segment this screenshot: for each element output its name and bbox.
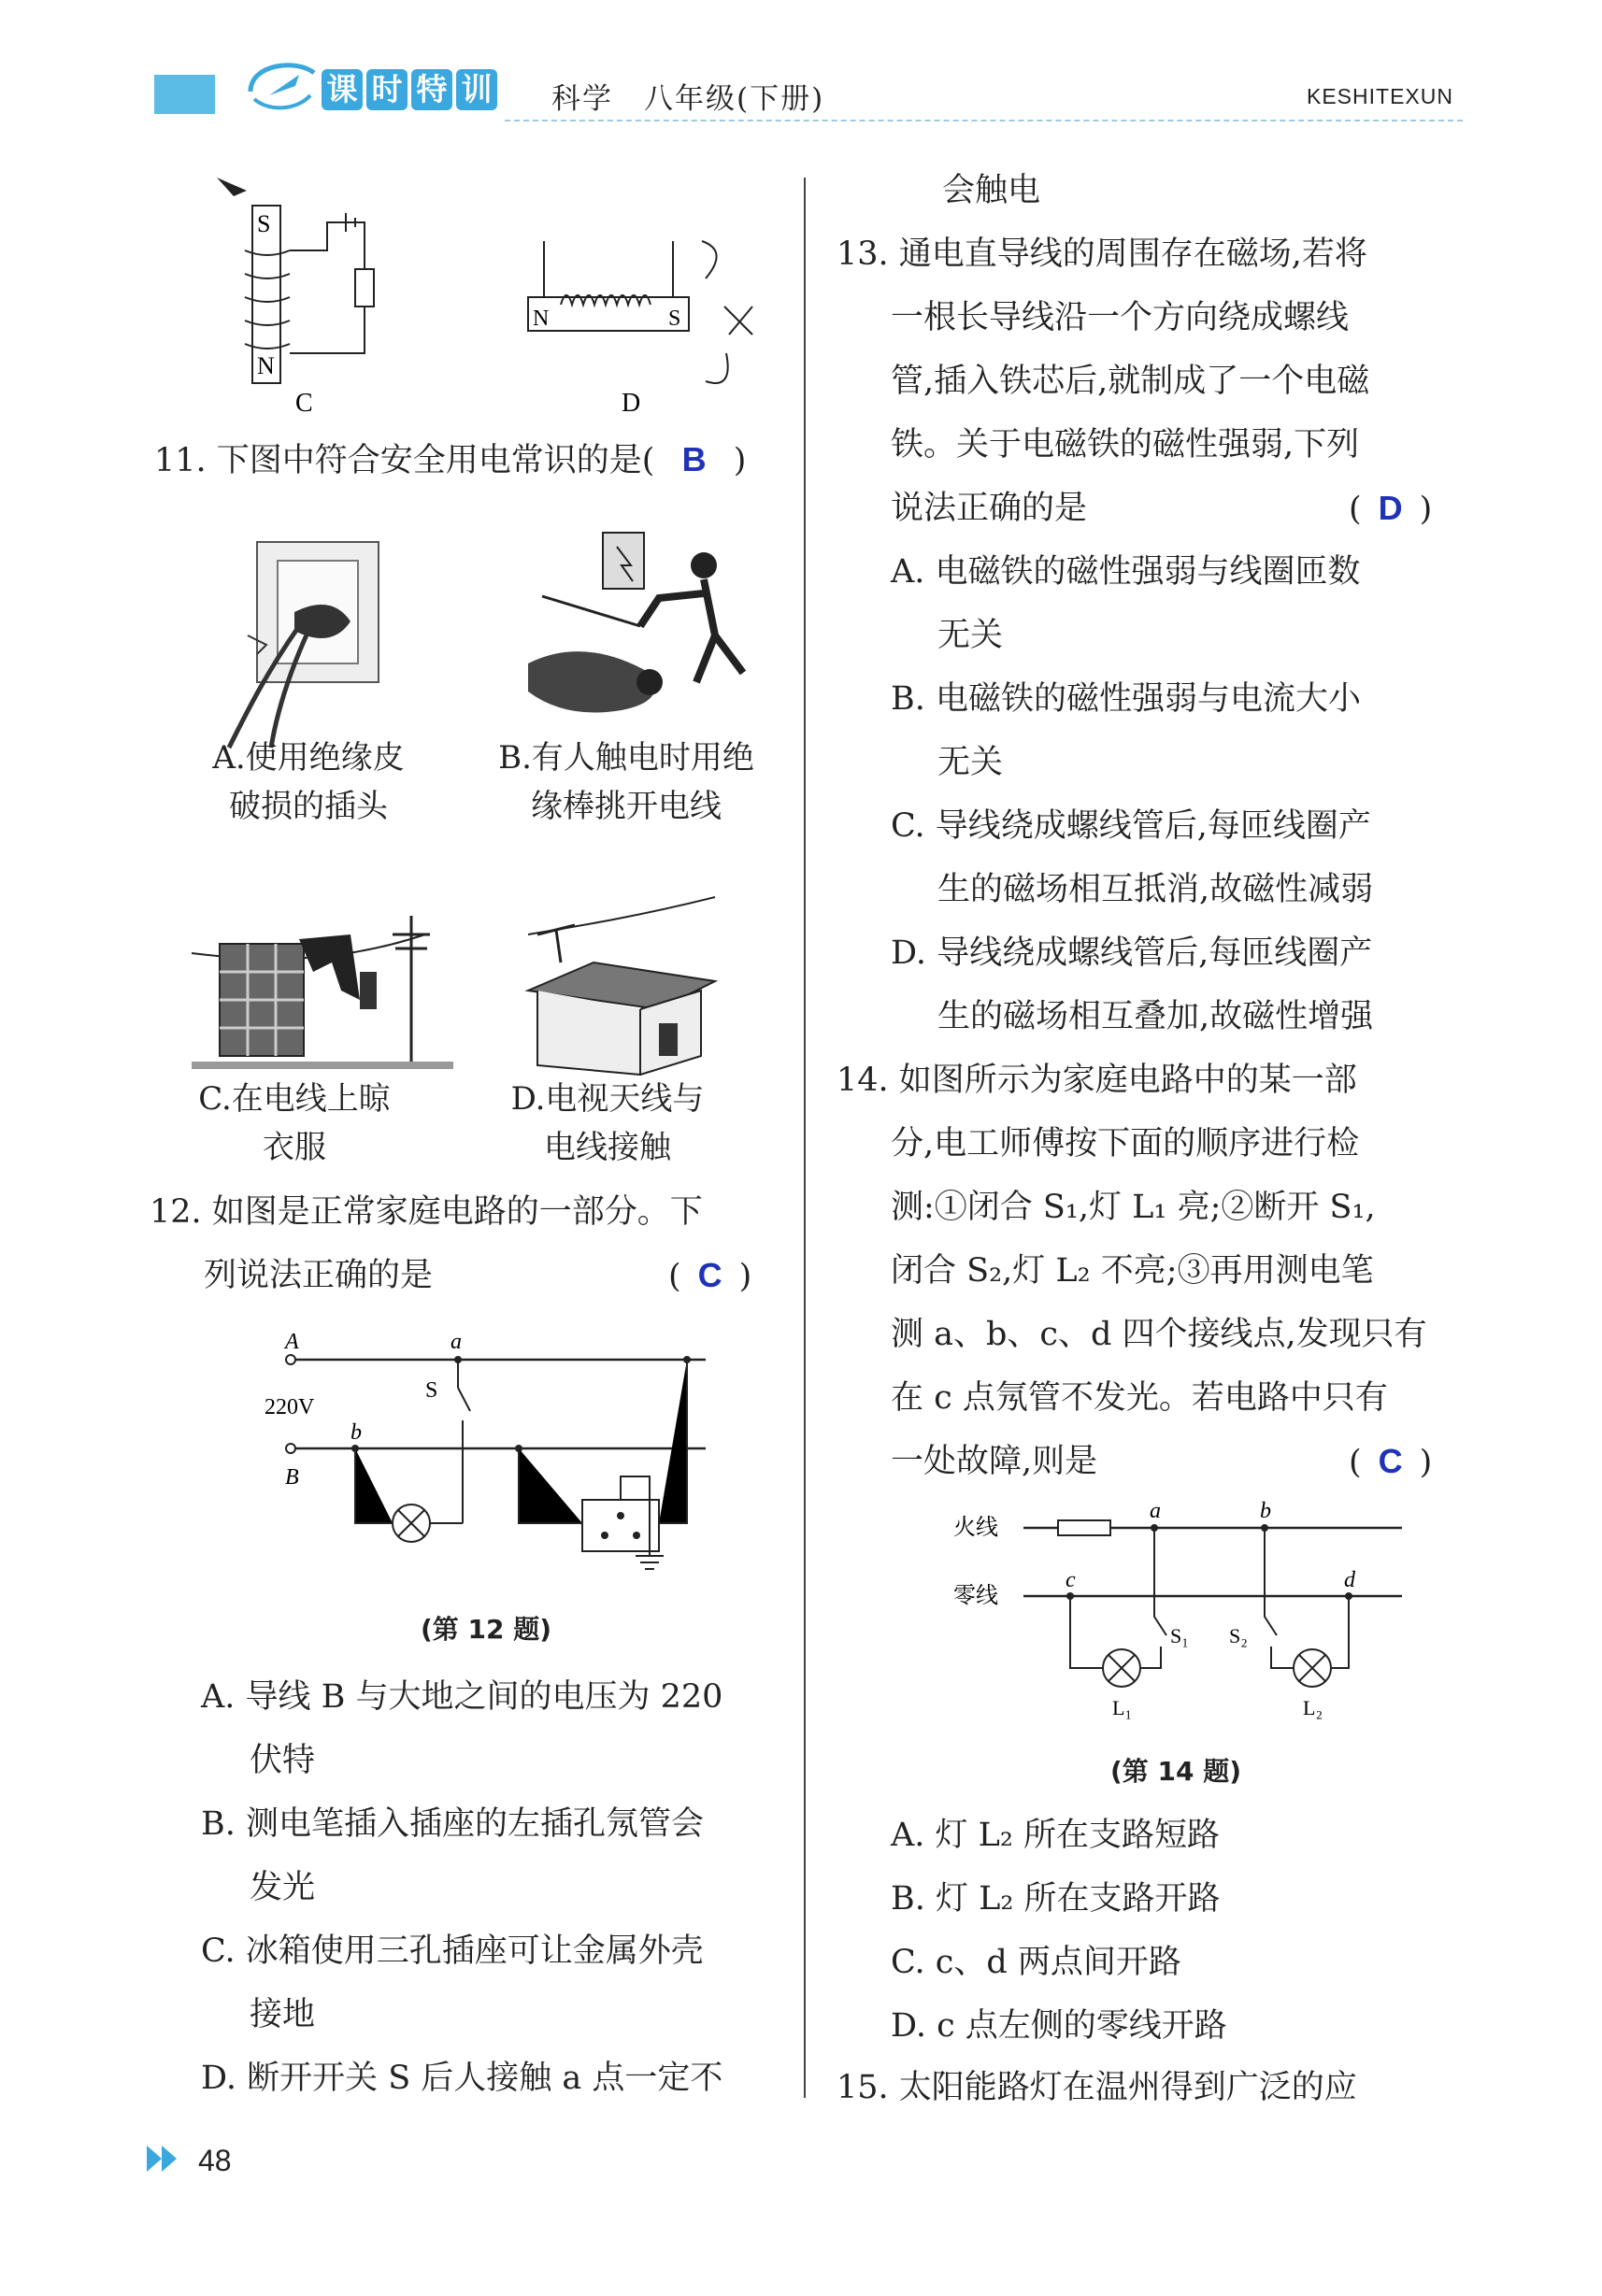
q12-option-c-cont: 接地 <box>250 1996 316 2033</box>
series-char: 课 <box>322 69 363 110</box>
header-color-block <box>154 75 215 114</box>
q15-stem: 15. 太阳能路灯在温州得到广泛的应 <box>837 2069 1357 2106</box>
header-rule <box>505 120 1463 121</box>
q13-stem-last <box>837 477 1472 540</box>
node-c: c <box>1066 1568 1076 1592</box>
column-divider <box>804 178 806 2098</box>
rescue-image <box>528 533 743 713</box>
clothes-on-wire-image <box>192 916 453 1065</box>
q14-stem <box>837 1048 1472 1493</box>
q13-stem-line: 13. 通电直导线的周围存在磁场,若将 <box>837 235 1367 273</box>
q11-option-c-line: 衣服 <box>263 1129 326 1166</box>
q12-answer-bracket: ( C ) <box>668 1256 752 1295</box>
q12-answer: C <box>697 1256 722 1294</box>
node-b: b <box>1260 1499 1271 1523</box>
q14-stem-line: 在 c 点氖管不发光。若电路中只有 <box>891 1379 1388 1417</box>
q13-option-b: B. 电磁铁的磁性强弱与电流大小 <box>891 680 1361 718</box>
lamp-icon <box>393 1505 430 1542</box>
q13-answer: D <box>1378 489 1403 527</box>
q12-option-d: D. 断开开关 S 后人接触 a 点一定不 <box>201 2060 723 2097</box>
series-char: 特 <box>411 69 452 110</box>
q12-stem-line2 <box>150 1244 794 1307</box>
q11-stem <box>154 428 790 492</box>
series-char: 训 <box>456 69 497 110</box>
node-d: d <box>1344 1568 1355 1592</box>
node-b-upper: B <box>285 1465 299 1490</box>
q14-stem-line: 测 a、b、c、d 四个接线点,发现只有 <box>891 1316 1427 1353</box>
q12-option-c: C. 冰箱使用三孔插座可让金属外壳 <box>201 1932 704 1970</box>
lamp-l2-label: L₂ <box>1303 1696 1323 1719</box>
q12-circuit <box>257 1318 724 1589</box>
q11-close: ) <box>733 442 747 479</box>
switch-s1-label: S₁ <box>1170 1624 1189 1647</box>
q14-answer: C <box>1378 1442 1403 1480</box>
logo-icon <box>241 54 323 120</box>
switch-s2-label: S₂ <box>1229 1624 1248 1647</box>
pole-n-label: N <box>257 352 275 379</box>
q12-stem-text: 列说法正确的是 <box>204 1257 434 1294</box>
q12-options <box>201 1665 790 2110</box>
lamp-l1-label: L₁ <box>1112 1696 1133 1719</box>
q11-option-a <box>154 734 463 831</box>
figure-c-label: C <box>295 389 313 418</box>
pole-s-label: S <box>257 210 271 237</box>
q14-option-d: D. c 点左侧的零线开路 <box>891 2007 1227 2045</box>
q14-stem-line: 分,电工师傅按下面的顺序进行检 <box>891 1125 1360 1162</box>
voltage-label: 220V <box>265 1395 315 1419</box>
q12-option-a-cont: 伏特 <box>250 1742 316 1779</box>
q14-stem-line: 闭合 S₂,灯 L₂ 不亮;③再用测电笔 <box>891 1252 1374 1290</box>
q11-option-d-line: 电线接触 <box>544 1129 671 1166</box>
q13-stem-line: 铁。关于电磁铁的磁性强弱,下列 <box>891 426 1360 463</box>
pole-n-label: N <box>533 307 550 331</box>
neutral-wire-label: 零线 <box>953 1584 998 1608</box>
q13-stem <box>837 222 1472 1048</box>
q11-option-d-line: D.电视天线与 <box>510 1080 705 1118</box>
q13-option-c-cont: 生的磁场相互抵消,故磁性减弱 <box>937 871 1374 908</box>
q14-caption: (第 14 题) <box>1110 1756 1242 1787</box>
q13-option-a-cont: 无关 <box>937 617 1004 654</box>
q11-option-a-line: A.使用绝缘皮 <box>212 739 405 777</box>
lamp-l1-icon <box>1103 1649 1140 1687</box>
q11-option-b-line: B.有人触电时用绝 <box>498 739 754 777</box>
q14-stem-text: 一处故障,则是 <box>891 1443 1098 1480</box>
q12-option-d-continued: 会触电 <box>942 172 1041 209</box>
node-a-lower: a <box>451 1330 462 1354</box>
q13-option-d-cont: 生的磁场相互叠加,故磁性增强 <box>937 998 1374 1035</box>
series-title <box>322 69 497 116</box>
socket-plug-image <box>229 542 379 748</box>
q11-answer: B <box>681 440 707 478</box>
q13-option-c: C. 导线绕成螺线管后,每匝线圈产 <box>891 807 1371 845</box>
q13-stem-line: 管,插入铁芯后,就制成了一个电磁 <box>891 363 1370 400</box>
antenna-house-image <box>528 897 715 1075</box>
q14-answer-bracket: ( C ) <box>1349 1442 1433 1481</box>
q12-option-b-cont: 发光 <box>250 1869 316 1906</box>
q12-stem <box>150 1180 794 1307</box>
fuse-icon <box>1058 1520 1110 1535</box>
q12-option-a: A. 导线 B 与大地之间的电压为 220 <box>201 1678 723 1716</box>
lamp-l2-icon <box>1294 1649 1331 1687</box>
page-number: 48 <box>198 2144 232 2177</box>
q12-stem-line: 12. 如图是正常家庭电路的一部分。下 <box>150 1193 703 1231</box>
q12-option-b: B. 测电笔插入插座的左插孔氖管会 <box>201 1805 704 1843</box>
page-arrow-icon <box>145 2140 182 2177</box>
pole-s-label: S <box>668 307 681 331</box>
node-a-upper: A <box>285 1330 299 1354</box>
socket-icon <box>582 1500 659 1551</box>
live-wire-label: 火线 <box>953 1516 998 1540</box>
compass-needle-icon <box>217 178 247 196</box>
node-b-lower: b <box>350 1420 362 1445</box>
series-char: 时 <box>366 69 408 110</box>
q14-options <box>891 1804 1470 2058</box>
q14-option-b: B. 灯 L₂ 所在支路开路 <box>891 1880 1221 1918</box>
q13-option-b-cont: 无关 <box>937 744 1004 781</box>
figure-d-label: D <box>622 389 641 418</box>
figures-c-d <box>206 166 766 419</box>
q12-caption: (第 12 题) <box>421 1614 552 1645</box>
q14-option-a: A. 灯 L₂ 所在支路短路 <box>891 1817 1221 1854</box>
q14-option-c: C. c、d 两点间开路 <box>891 1944 1181 1981</box>
brand-text: KESHITEXUN <box>1307 84 1453 108</box>
q14-stem-line: 测:①闭合 S₁,灯 L₁ 亮;②断开 S₁, <box>891 1189 1376 1226</box>
q11-stem-text: 11. 下图中符合安全用电常识的是( <box>154 442 655 479</box>
q11-option-c-line: C.在电线上晾 <box>198 1080 391 1118</box>
q11-option-c <box>154 1075 435 1172</box>
q11-option-b <box>467 734 785 831</box>
q14-circuit <box>944 1495 1430 1747</box>
q13-stem-text: 说法正确的是 <box>891 490 1088 527</box>
node-a: a <box>1150 1499 1161 1523</box>
q13-option-a: A. 电磁铁的磁性强弱与线圈匝数 <box>891 553 1361 591</box>
subject-grade: 科学 八年级(下册) <box>551 82 825 116</box>
q13-option-d: D. 导线绕成螺线管后,每匝线圈产 <box>891 934 1373 972</box>
q13-stem-line: 一根长导线沿一个方向绕成螺线 <box>891 299 1350 336</box>
switch-label: S <box>425 1378 438 1403</box>
ground-icon <box>621 1476 664 1569</box>
q11-option-b-line: 缘棒挑开电线 <box>531 788 722 825</box>
q14-stem-last <box>837 1430 1472 1493</box>
q14-stem-line: 14. 如图所示为家庭电路中的某一部 <box>837 1062 1357 1099</box>
q11-option-a-line: 破损的插头 <box>229 788 388 825</box>
q11-option-d <box>467 1075 748 1172</box>
q13-answer-bracket: ( D ) <box>1349 489 1433 528</box>
